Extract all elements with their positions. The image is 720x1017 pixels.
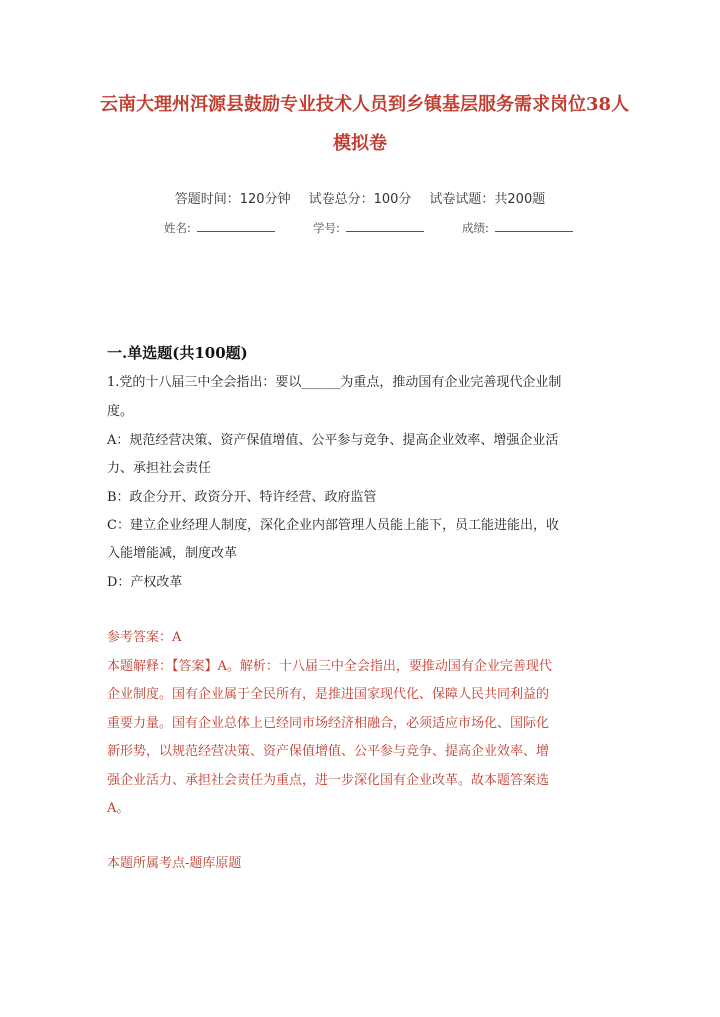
score-blank[interactable] — [495, 219, 573, 232]
number-blank[interactable] — [346, 219, 424, 232]
exam-title-line2: 模拟卷 — [333, 133, 387, 154]
question-stem-line1: 1.党的十八届三中全会指出：要以______为重点，推动国有企业完善现代企业制 — [107, 375, 562, 390]
option-c-line1: C：建立企业经理人制度，深化企业内部管理人员能上能下，员工能进能出，收 — [107, 518, 559, 533]
source-note: 本题所属考点-题库原题 — [107, 856, 242, 871]
option-d: D：产权改革 — [107, 575, 183, 590]
reference-answer: 参考答案：A — [107, 630, 182, 645]
option-a-line1: A：规范经营决策、资产保值增值、公平参与竞争、提高企业效率、增强企业活 — [107, 433, 559, 448]
explain-line5: 强企业活力、承担社会责任为重点，进一步深化国有企业改革。故本题答案选 — [107, 773, 550, 788]
section-title: 一.单选题(共100题) — [107, 344, 248, 362]
score-label: 成绩: — [462, 221, 489, 235]
exam-total-score: 试卷总分：100分 — [308, 192, 412, 207]
option-b: B：政企分开、政资分开、特许经营、政府监管 — [107, 490, 377, 505]
explain-line1: 本题解释：【答案】A。解析：十八届三中全会指出，要推动国有企业完善现代 — [107, 659, 552, 674]
number-label: 学号: — [313, 221, 340, 235]
question-stem-line2: 度。 — [107, 404, 134, 419]
option-c-line2: 入能增能减，制度改革 — [107, 546, 238, 561]
exam-time: 答题时间：120分钟 — [174, 192, 291, 207]
name-label: 姓名: — [164, 221, 191, 235]
name-field[interactable] — [164, 219, 275, 236]
score-field[interactable] — [462, 219, 573, 236]
exam-question-count: 试卷试题：共200题 — [429, 192, 546, 207]
number-field[interactable] — [313, 219, 424, 236]
explain-line6: A。 — [107, 801, 130, 816]
explain-line2: 企业制度。国有企业属于全民所有，是推进国家现代化、保障人民共同利益的 — [107, 687, 550, 702]
name-blank[interactable] — [197, 219, 275, 232]
exam-title-line1: 云南大理州洱源县鼓励专业技术人员到乡镇基层服务需求岗位38人 — [100, 94, 630, 115]
option-a-line2: 力、承担社会责任 — [107, 461, 212, 476]
explain-line3: 重要力量。国有企业总体上已经同市场经济相融合，必须适应市场化、国际化 — [107, 716, 550, 731]
explain-line4: 新形势，以规范经营决策、资产保值增值、公平参与竞争、提高企业效率、增 — [107, 744, 550, 759]
exam-info — [0, 188, 720, 207]
